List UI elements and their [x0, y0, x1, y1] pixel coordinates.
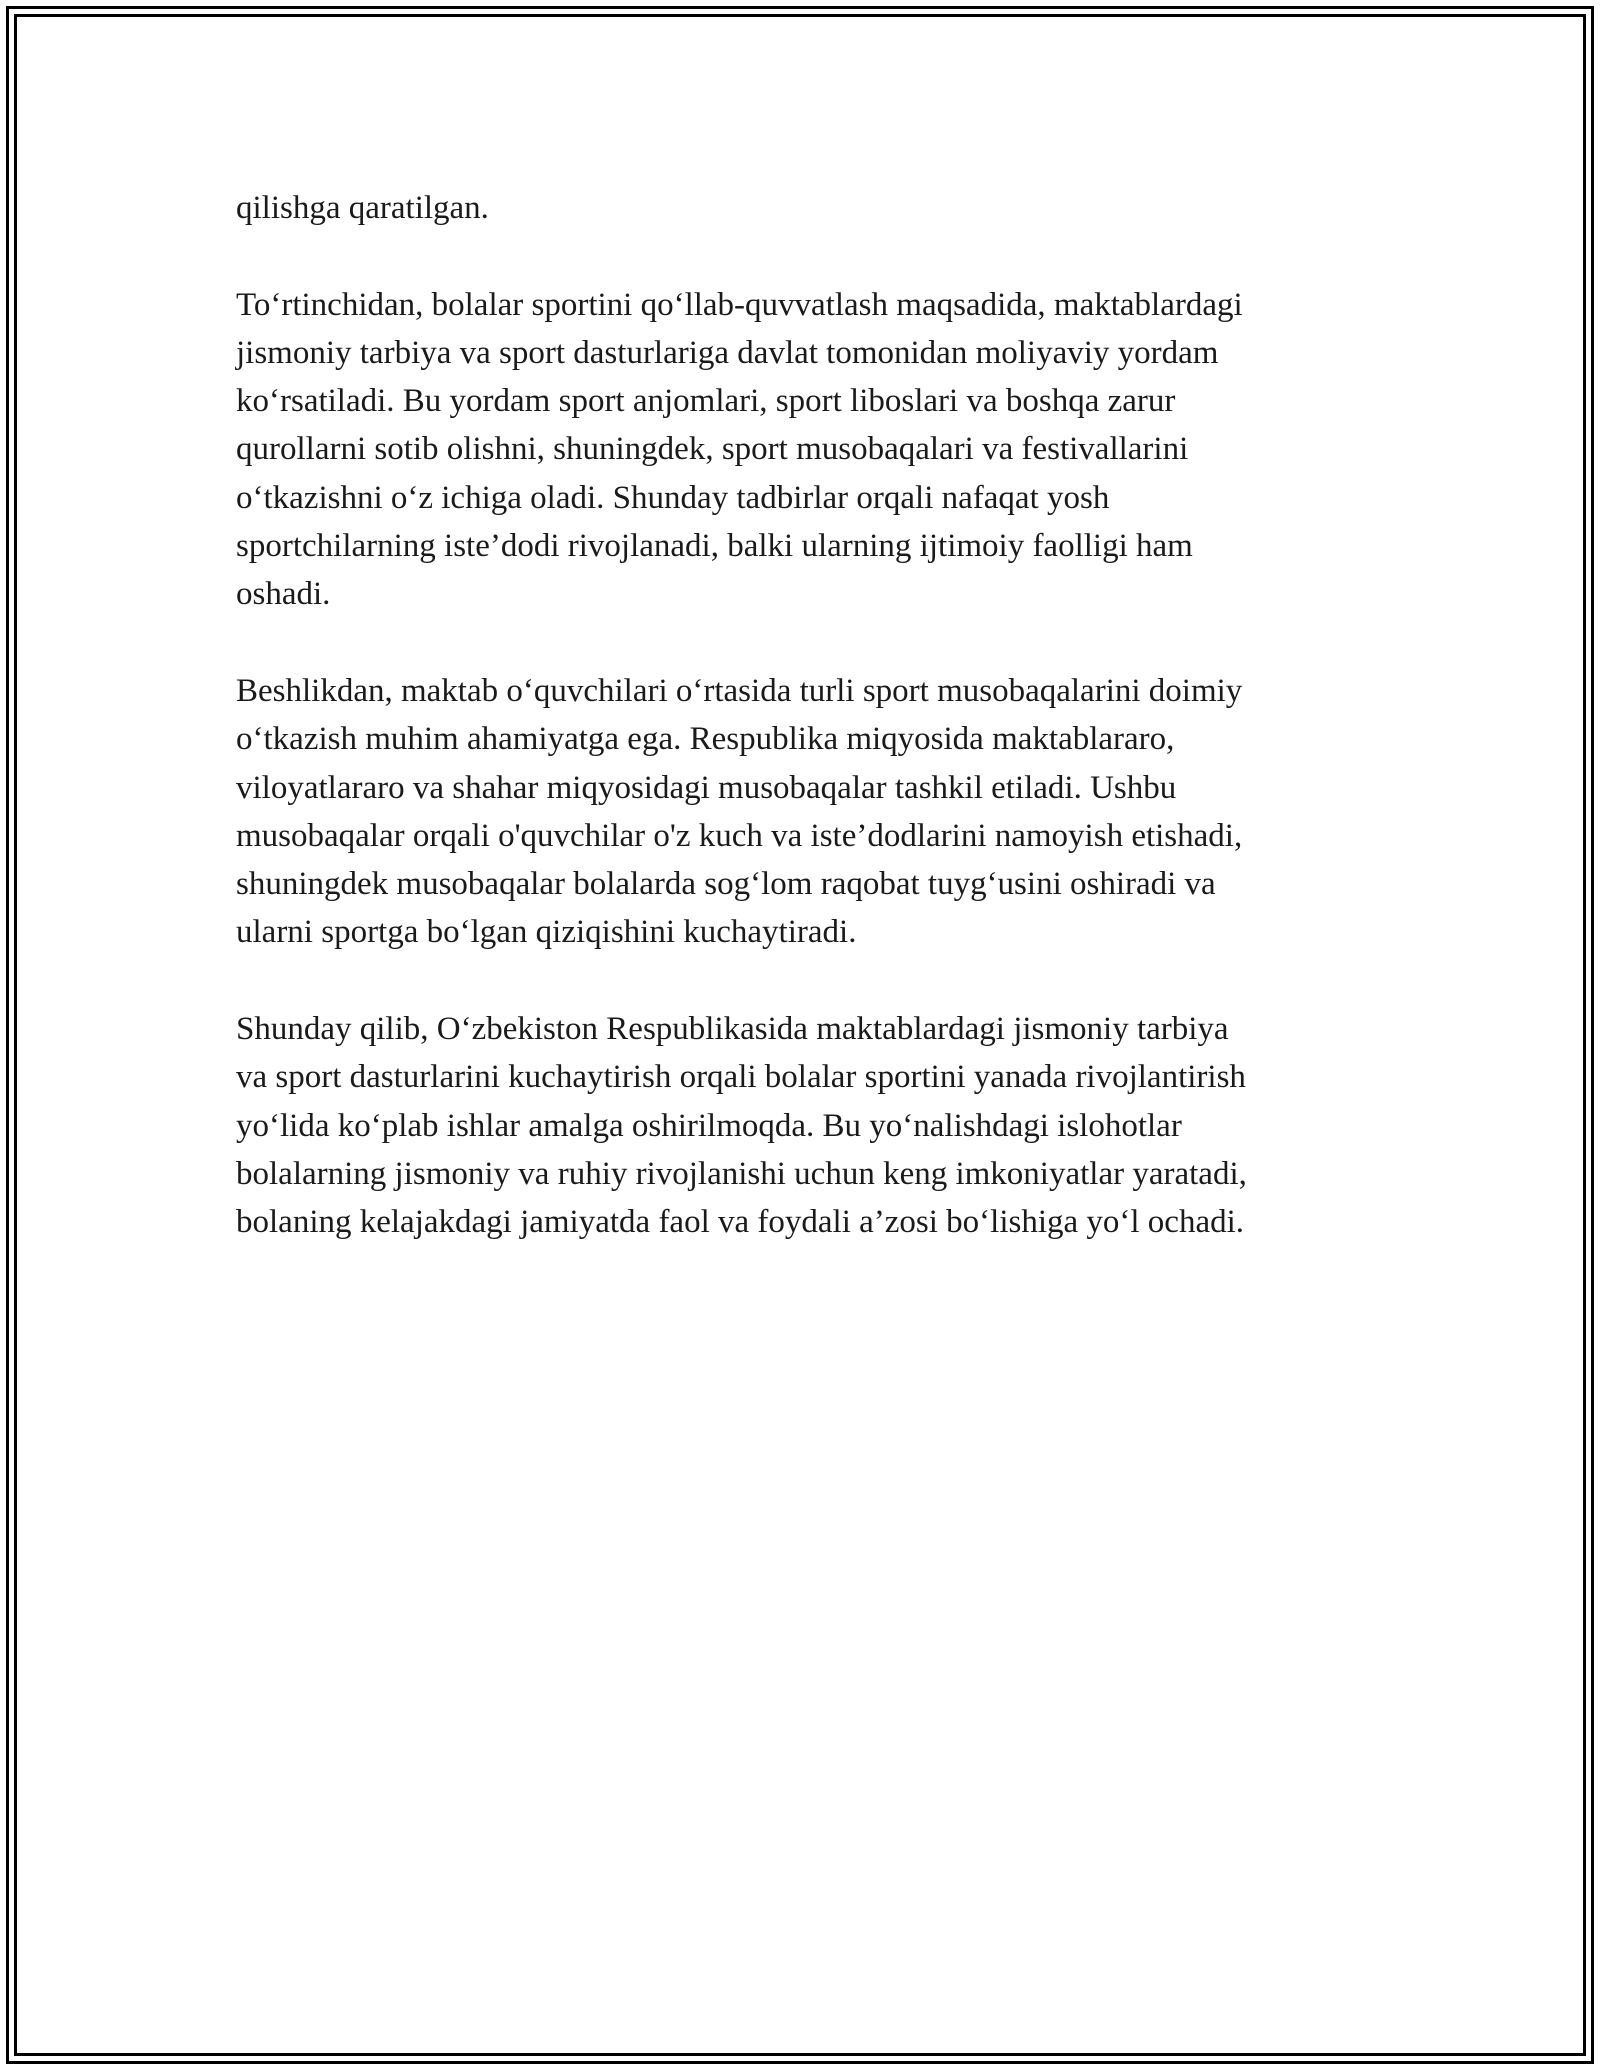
text-line: musobaqalar orqali o'quvchilar o'z kuch va iste’dodlarini namoyish etishadi, — [236, 817, 1243, 854]
document-body — [236, 184, 1366, 1295]
text-line: qilishga qaratilgan. — [236, 190, 489, 226]
text-line: oshadi. — [236, 576, 331, 613]
text-line: sportchilarning iste’dodi rivojlanadi, balki ularning ijtimoiy faolligi ham — [236, 528, 1193, 565]
paragraph-3 — [236, 667, 1366, 957]
text-line: yo‘lida ko‘plab ishlar amalga oshirilmoqda. Bu yo‘nalishdagi islohotlar — [236, 1107, 1182, 1144]
text-line: va sport dasturlarini kuchaytirish orqali bolalar sportini yanada rivojlantirish — [236, 1059, 1246, 1096]
text-line: bolaning kelajakdagi jamiyatda faol va foydali a’zosi bo‘lishiga yo‘l ochadi. — [236, 1204, 1245, 1241]
text-line: ularni sportga bo‘lgan qiziqishini kuchaytiradi. — [236, 914, 857, 951]
text-line: ko‘rsatiladi. Bu yordam sport anjomlari, sport liboslari va boshqa zarur — [236, 383, 1176, 420]
text-line: shuningdek musobaqalar bolalarda sog‘lom raqobat tuyg‘usini oshiradi va — [236, 866, 1216, 903]
text-line: bolalarning jismoniy va ruhiy rivojlanishi uchun keng imkoniyatlar yaratadi, — [236, 1155, 1247, 1192]
text-line: To‘rtinchidan, bolalar sportini qo‘llab-quvvatlash maqsadida, maktablardagi — [236, 286, 1243, 323]
paragraph-1 — [236, 184, 1366, 232]
text-line: jismoniy tarbiya va sport dasturlariga davlat tomonidan moliyaviy yordam — [236, 334, 1219, 371]
text-line: viloyatlararo va shahar miqyosidagi musobaqalar tashkil etiladi. Ushbu — [236, 769, 1177, 806]
text-line: Shunday qilib, O‘zbekiston Respublikasida maktablardagi jismoniy tarbiya — [236, 1011, 1229, 1048]
text-line: o‘tkazishni o‘z ichiga oladi. Shunday tadbirlar orqali nafaqat yosh — [236, 479, 1110, 516]
text-line: Beshlikdan, maktab o‘quvchilari o‘rtasida turli sport musobaqalarini doimiy — [236, 672, 1243, 709]
paragraph-4 — [236, 1005, 1366, 1246]
paragraph-2 — [236, 281, 1366, 619]
text-line: qurollarni sotib olishni, shuningdek, sport musobaqalari va festivallarini — [236, 431, 1189, 468]
text-line: o‘tkazish muhim ahamiyatga ega. Respublika miqyosida maktablararo, — [236, 721, 1175, 758]
